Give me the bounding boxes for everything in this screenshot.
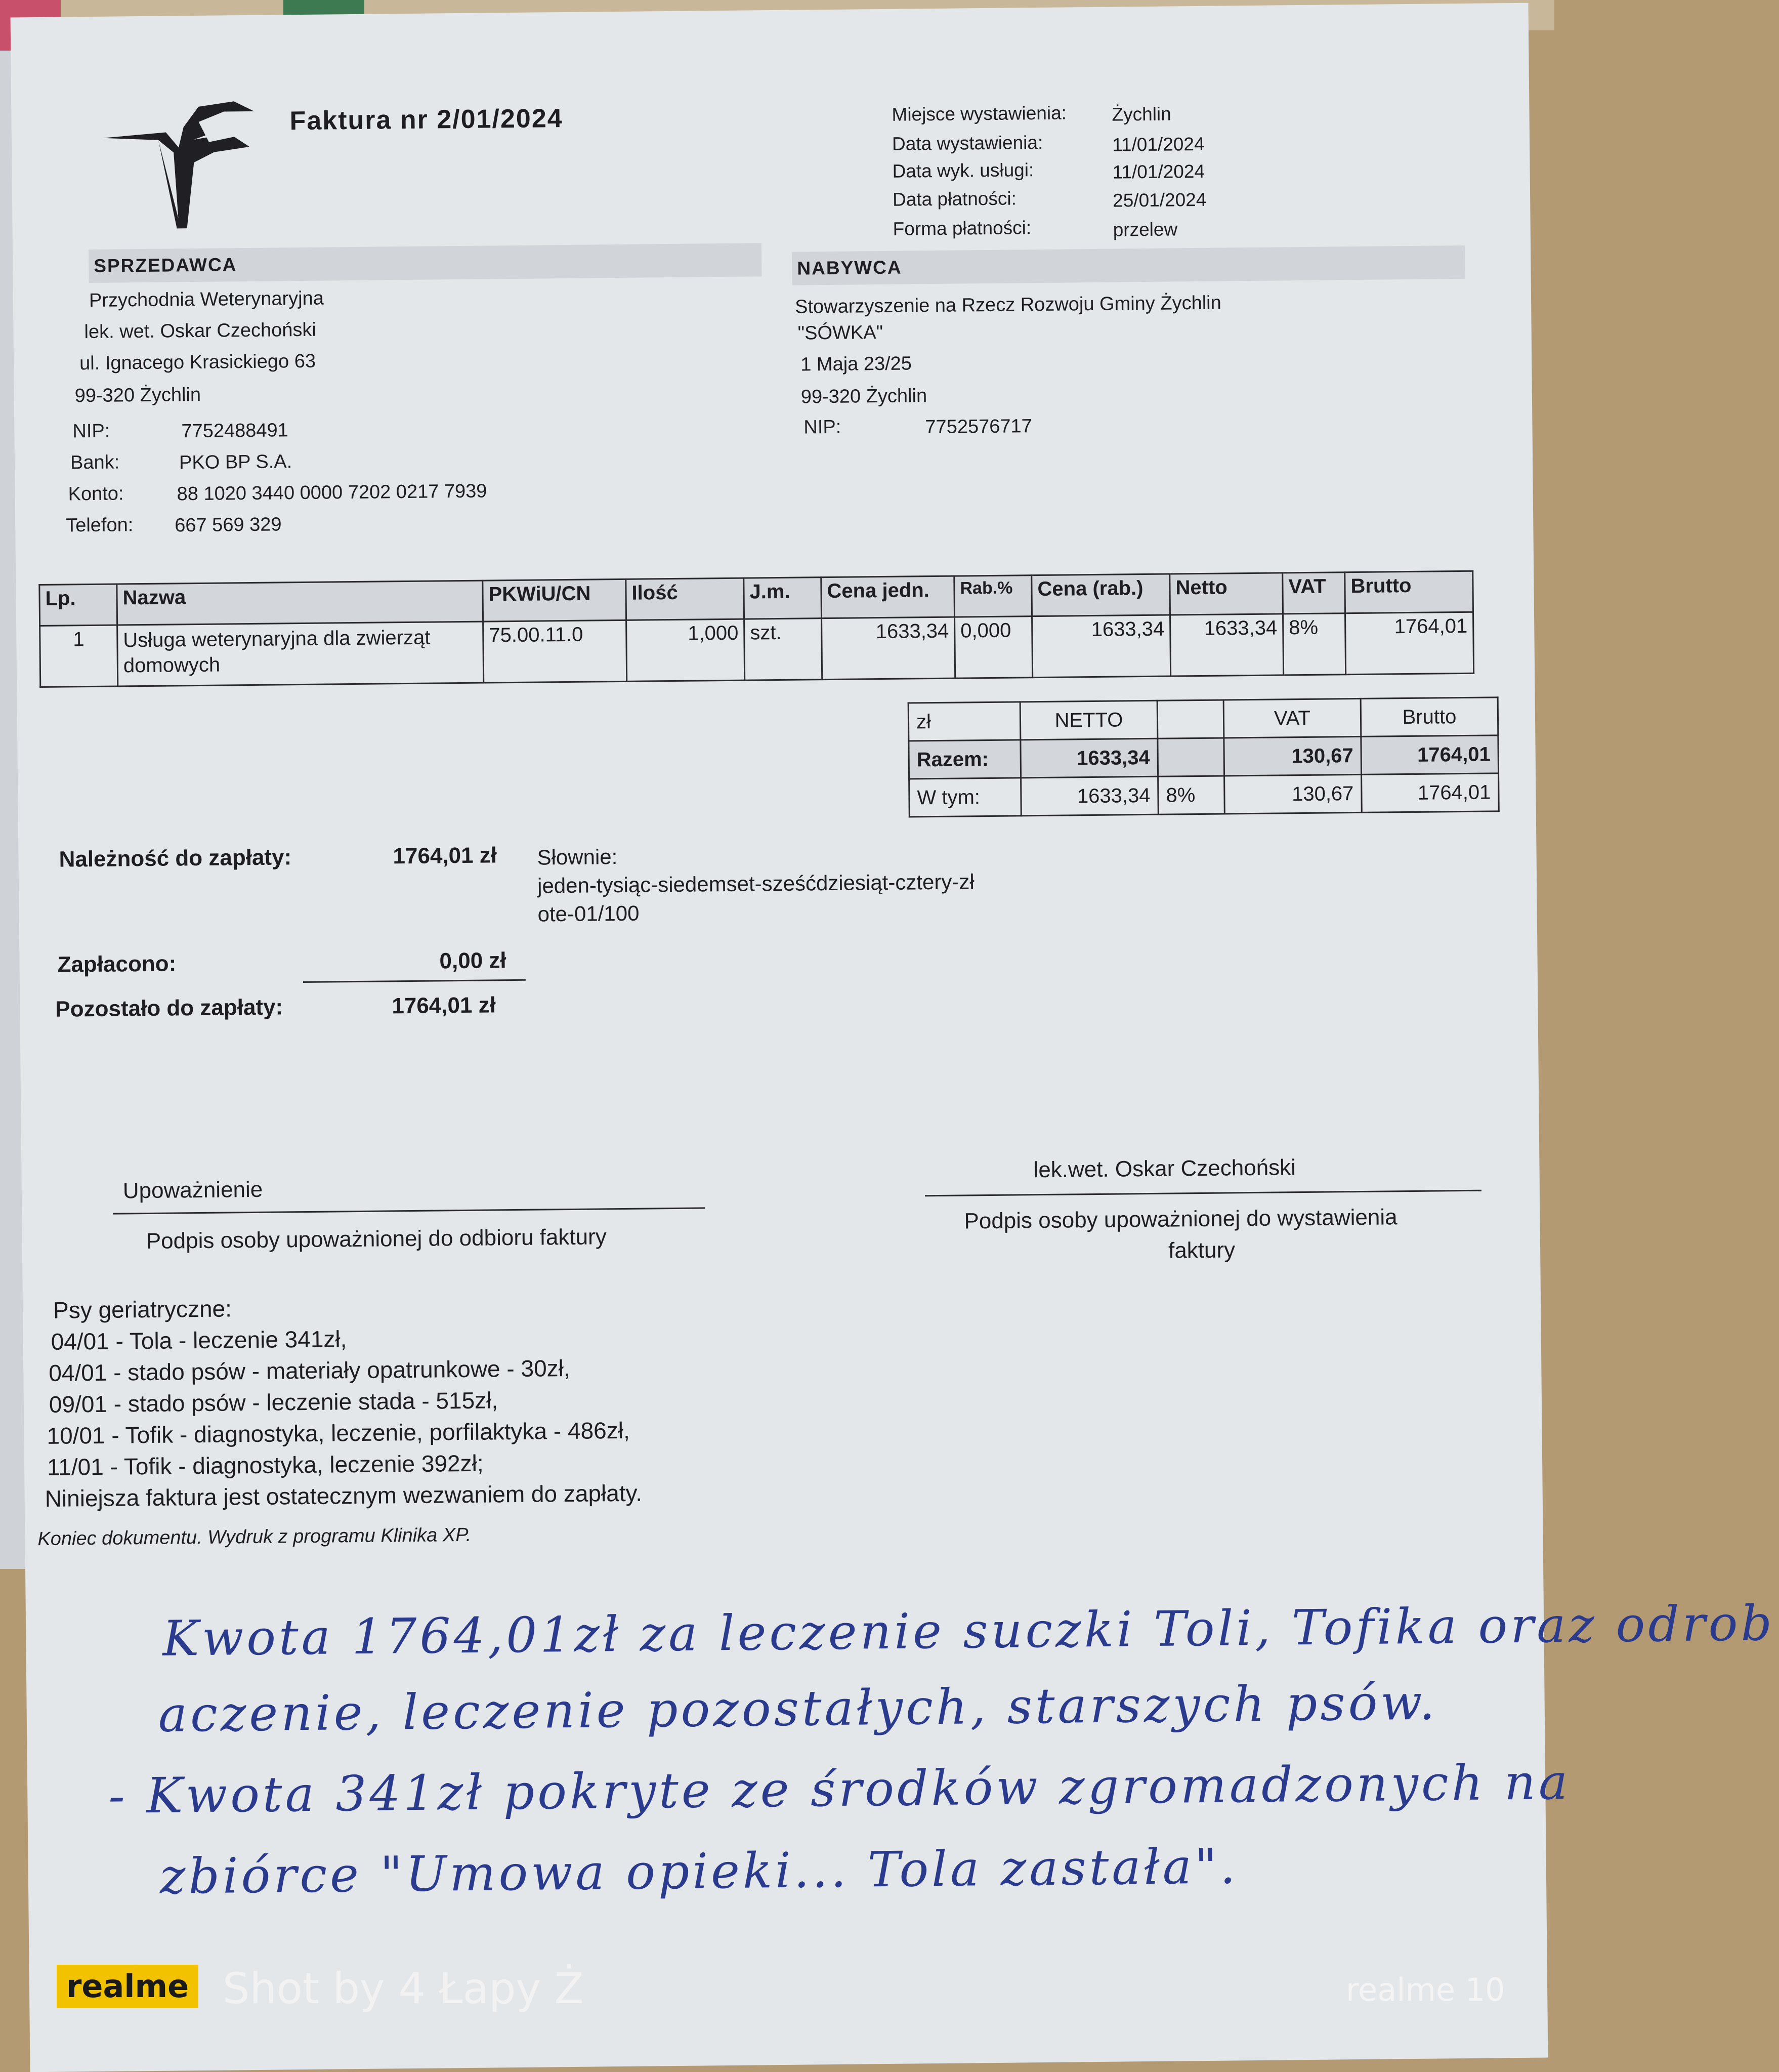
seller-line: 99-320 Żychlin — [74, 384, 201, 407]
paid-label: Zapłacono: — [57, 951, 177, 977]
signature-right-name: lek.wet. Oskar Czechoński — [1033, 1155, 1296, 1183]
summary-header-row — [908, 697, 1498, 741]
column-header: PKWiU/CN — [483, 579, 626, 621]
seller-nip: 7752488491 — [181, 420, 288, 442]
buyer-nip: 7752576717 — [925, 416, 1032, 438]
amount-words-line: jeden-tysiąc-siedemset-sześćdziesiąt-cztery-zł — [537, 869, 975, 898]
column-header: Lp. — [39, 584, 117, 626]
meta-label: Miejsce wystawienia: — [892, 102, 1067, 125]
buyer-line: 99-320 Żychlin — [800, 385, 927, 408]
paid-value: 0,00 zł — [439, 948, 506, 974]
signature-right-caption: Podpis osoby upoważnionej do wystawienia — [964, 1205, 1397, 1234]
summary-header — [1157, 700, 1224, 738]
seller-line: Przychodnia Weterynaryjna — [89, 287, 324, 312]
summary-breakdown-label: W tym: — [909, 778, 1022, 817]
cell-lp: 1 — [40, 625, 118, 687]
seller-heading: SPRZEDAWCA — [94, 254, 237, 276]
meta-label: Data wyk. usługi: — [892, 159, 1034, 182]
meta-value: 11/01/2024 — [1112, 133, 1205, 155]
summary-total-label: Razem: — [909, 740, 1021, 779]
cell-name: Usługa weterynaryjna dla zwierząt domowych — [117, 621, 484, 686]
summary-header: Brutto — [1361, 697, 1498, 737]
buyer-line: Stowarzyszenie na Rzecz Rozwoju Gminy Żychlin — [794, 292, 1221, 318]
cell-discount: 0,000 — [955, 616, 1033, 678]
cell-unit: szt. — [744, 618, 822, 680]
signature-left-caption: Podpis osoby upoważnionej do odbioru faktury — [146, 1224, 607, 1254]
summary-total-vat: 130,67 — [1224, 736, 1362, 776]
summary-total-net: 1633,34 — [1021, 738, 1158, 778]
buyer-line: "SÓWKA" — [797, 321, 883, 344]
cell-pkwiu: 75.00.11.0 — [483, 620, 627, 683]
meta-value: 11/01/2024 — [1112, 160, 1205, 183]
remaining-label: Pozostało do zapłaty: — [55, 994, 283, 1022]
amount-words-label: Słownie: — [537, 845, 618, 869]
notes-line: 11/01 - Tofik - diagnostyka, leczenie 392zł; — [47, 1449, 484, 1480]
notes-line: Psy geriatryczne: — [53, 1295, 232, 1323]
notes-line: 10/01 - Tofik - diagnostyka, leczenie, porfilaktyka - 486zł, — [47, 1417, 630, 1449]
notes-line: 09/01 - stado psów - leczenie stada - 515zł, — [49, 1387, 498, 1418]
summary-header: VAT — [1223, 698, 1361, 738]
meta-value: Żychlin — [1112, 103, 1171, 125]
summary-breakdown-row — [909, 773, 1499, 817]
signature-right-line — [925, 1190, 1481, 1197]
column-header: Rab.% — [954, 575, 1032, 617]
seller-line: lek. wet. Oskar Czechoński — [84, 319, 317, 343]
notes-line: Niniejsza faktura jest ostatecznym wezwaniem do zapłaty. — [45, 1479, 643, 1512]
summary-breakdown-gross: 1764,01 — [1362, 773, 1499, 813]
cell-unit-price: 1633,34 — [822, 617, 955, 680]
signature-right-caption: faktury — [1168, 1237, 1236, 1263]
seller-account-label: Konto: — [68, 483, 124, 505]
column-header: Netto — [1170, 573, 1283, 615]
column-header: J.m. — [744, 577, 822, 619]
table-row — [40, 612, 1474, 687]
invoice-title: Faktura nr 2/01/2024 — [289, 104, 563, 136]
meta-value: przelew — [1113, 219, 1178, 240]
camera-brand: realme — [66, 1968, 189, 2005]
amount-words-line: ote-01/100 — [537, 901, 640, 926]
buyer-nip-label: NIP: — [803, 416, 841, 438]
seller-line: ul. Ignacego Krasickiego 63 — [79, 350, 316, 375]
camera-model: realme 10 — [1346, 1971, 1505, 2008]
items-table — [38, 570, 1474, 688]
summary-total-rate — [1158, 738, 1224, 776]
notes-line: 04/01 - Tola - leczenie 341zł, — [51, 1325, 347, 1355]
notes-line: 04/01 - stado psów - materiały opatrunkowe - 30zł, — [49, 1354, 570, 1386]
handwritten-line: Kwota 1764,01zł za leczenie suczki Toli, Tofika oraz odrob — [162, 1595, 1775, 1667]
column-header: Brutto — [1345, 571, 1473, 613]
seller-phone-label: Telefon: — [66, 514, 134, 536]
summary-table — [908, 696, 1500, 817]
column-header: Cena jedn. — [821, 576, 955, 618]
seller-bank-label: Bank: — [70, 451, 120, 474]
meta-value: 25/01/2024 — [1112, 189, 1207, 211]
clinic-logo-icon — [97, 91, 281, 239]
column-header: Nazwa — [117, 581, 483, 625]
signature-left-name: Upoważnienie — [122, 1177, 263, 1204]
summary-header: NETTO — [1020, 700, 1158, 740]
summary-breakdown-vat: 130,67 — [1224, 774, 1362, 814]
cell-net: 1633,34 — [1170, 614, 1284, 676]
amount-due-label: Należność do zapłaty: — [59, 845, 292, 872]
buyer-line: 1 Maja 23/25 — [800, 353, 912, 376]
summary-breakdown-rate: 8% — [1158, 776, 1225, 814]
camera-watermark: Shot by 4 Łapy Ż — [223, 1964, 584, 2013]
summary-breakdown-net: 1633,34 — [1021, 776, 1159, 816]
column-header: Ilość — [626, 578, 744, 620]
handwritten-line: aczenie, leczenie pozostałych, starszych psów. — [158, 1674, 1438, 1743]
summary-header: zł — [908, 702, 1021, 741]
meta-label: Data płatności: — [892, 188, 1017, 210]
remaining-value: 1764,01 zł — [392, 992, 496, 1019]
column-header: Cena (rab.) — [1032, 574, 1170, 616]
signature-left-line — [113, 1207, 705, 1214]
summary-total-row — [909, 735, 1499, 779]
cell-gross: 1764,01 — [1345, 612, 1474, 674]
cell-vat: 8% — [1283, 613, 1346, 675]
invoice-paper — [11, 3, 1775, 2072]
buyer-heading: NABYWCA — [797, 257, 902, 279]
seller-phone: 667 569 329 — [175, 514, 282, 536]
handwritten-line: - Kwota 341zł pokryte ze środków zgromadzonych na — [108, 1754, 1571, 1825]
cell-quantity: 1,000 — [626, 619, 745, 681]
paid-underline — [303, 979, 526, 983]
summary-total-gross: 1764,01 — [1361, 735, 1499, 775]
seller-bank: PKO BP S.A. — [179, 451, 292, 474]
amount-due-value: 1764,01 zł — [393, 843, 497, 869]
handwritten-line: zbiórce "Umowa opieki... Tola zastała". — [159, 1838, 1239, 1905]
end-of-document: Koniec dokumentu. Wydruk z programu Klinika XP. — [37, 1524, 472, 1550]
seller-nip-label: NIP: — [72, 420, 110, 442]
meta-label: Data wystawienia: — [892, 132, 1043, 154]
column-header: VAT — [1283, 572, 1345, 614]
seller-account: 88 1020 3440 0000 7202 0217 7939 — [177, 480, 487, 505]
cell-discounted-price: 1633,34 — [1032, 615, 1171, 678]
meta-label: Forma płatności: — [893, 217, 1032, 239]
